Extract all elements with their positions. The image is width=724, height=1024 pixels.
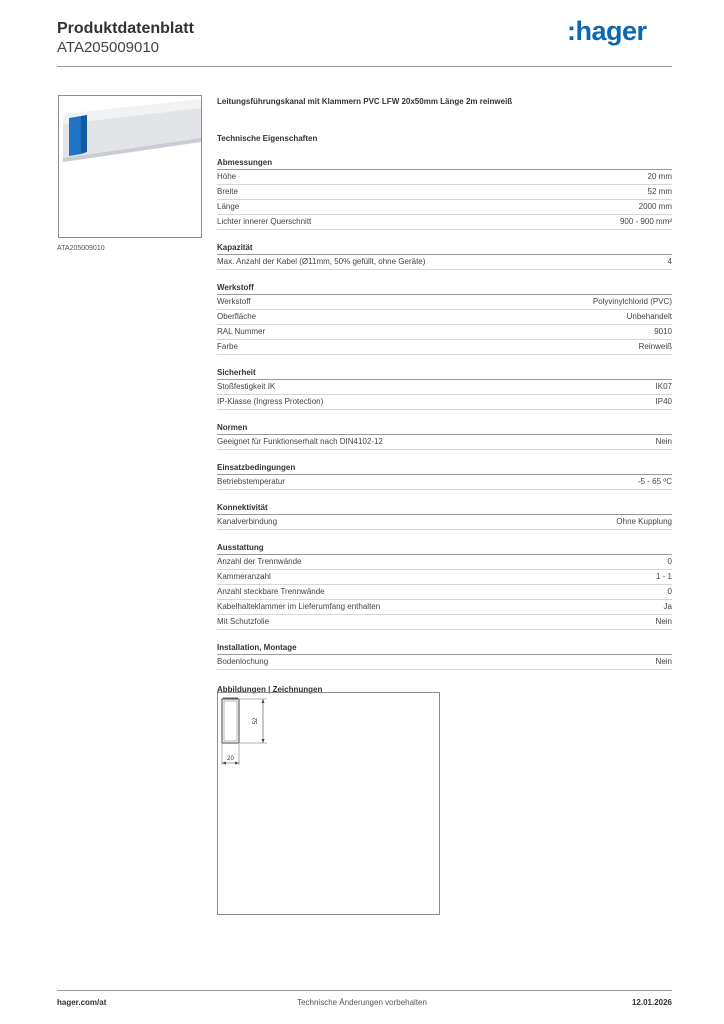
spec-value: 20 mm [647, 172, 672, 181]
spec-label: Breite [217, 187, 238, 196]
footer-divider [57, 990, 672, 991]
spec-value: 0 [667, 557, 672, 566]
spec-row [217, 380, 672, 395]
spec-row [217, 170, 672, 185]
spec-section [217, 642, 672, 670]
spec-label: Farbe [217, 342, 238, 351]
spec-label: Höhe [217, 172, 237, 181]
spec-row [217, 615, 672, 630]
footer-date: 12.01.2026 [631, 998, 672, 1007]
spec-section [217, 282, 672, 355]
spec-section [217, 502, 672, 530]
image-caption: ATA205009010 [57, 245, 105, 252]
spec-row [217, 585, 672, 600]
spec-value: 0 [667, 587, 672, 596]
spec-row [217, 295, 672, 310]
header-divider [57, 66, 672, 67]
spec-value: 4 [667, 257, 672, 266]
spec-sections [217, 157, 672, 670]
spec-value: Nein [655, 437, 672, 446]
drawing-box [217, 692, 440, 915]
spec-row [217, 185, 672, 200]
cross-section-drawing [218, 693, 439, 914]
width-dimension-label: 20 [227, 756, 234, 762]
spec-value: 2000 mm [638, 202, 672, 211]
spec-row [217, 215, 672, 230]
spec-section [217, 157, 672, 230]
spec-label: Werkstoff [217, 297, 251, 306]
footer-disclaimer: Technische Änderungen vorbehalten [297, 998, 427, 1007]
section-heading: Konnektivität [217, 502, 672, 515]
spec-value: Ohne Kupplung [616, 517, 672, 526]
spec-label: Kammeranzahl [217, 572, 271, 581]
footer-website-link[interactable]: hager.com/at [57, 998, 107, 1007]
spec-label: Oberfläche [217, 312, 257, 321]
spec-section [217, 367, 672, 410]
spec-label: Kanalverbindung [217, 517, 278, 526]
spec-row [217, 395, 672, 410]
document-title: Produktdatenblatt [57, 20, 194, 37]
spec-value: 900 - 900 mm² [619, 217, 672, 226]
spec-row [217, 255, 672, 270]
spec-label: Anzahl steckbare Trennwände [217, 587, 325, 596]
spec-row [217, 570, 672, 585]
spec-value: IP40 [655, 397, 672, 406]
spec-value: 1 - 1 [655, 572, 672, 581]
hager-logo[interactable]: :hager [567, 16, 647, 46]
section-heading: Einsatzbedingungen [217, 462, 672, 475]
spec-row [217, 655, 672, 670]
spec-row [217, 340, 672, 355]
section-heading: Kapazität [217, 242, 672, 255]
spec-label: Stoßfestigkeit IK [217, 382, 276, 391]
spec-label: Länge [217, 202, 240, 211]
height-dimension-label: 52 [253, 717, 259, 725]
spec-label: IP-Klasse (Ingress Protection) [217, 397, 324, 406]
spec-label: Geeignet für Funktionserhalt nach DIN4102-12 [217, 437, 383, 446]
spec-section [217, 542, 672, 630]
spec-row [217, 435, 672, 450]
spec-row [217, 310, 672, 325]
spec-value: Polyvinylchlorid (PVC) [592, 297, 672, 306]
product-title: Leitungsführungskanal mit Klammern PVC LFW 20x50mm Länge 2m reinweiß [217, 97, 513, 106]
tech-properties-title: Technische Eigenschaften [217, 134, 318, 143]
section-heading: Ausstattung [217, 542, 672, 555]
spec-label: RAL Nummer [217, 327, 266, 336]
spec-row [217, 555, 672, 570]
spec-label: Max. Anzahl der Kabel (Ø11mm, 50% gefüllt, ohne Geräte) [217, 257, 426, 266]
spec-label: Mit Schutzfolie [217, 617, 270, 626]
spec-value: Ja [663, 602, 672, 611]
drawings-title: Abbildungen | Zeichnungen [217, 685, 323, 694]
spec-row [217, 325, 672, 340]
section-heading: Werkstoff [217, 282, 672, 295]
spec-label: Lichter innerer Querschnitt [217, 217, 312, 226]
spec-value: 52 mm [647, 187, 672, 196]
spec-value: Nein [655, 617, 672, 626]
spec-section [217, 462, 672, 490]
spec-value: Nein [655, 657, 672, 666]
spec-value: Unbehandelt [626, 312, 672, 321]
spec-value: Reinweiß [638, 342, 672, 351]
spec-row [217, 200, 672, 215]
spec-label: Bodenlochung [217, 657, 269, 666]
spec-section [217, 422, 672, 450]
spec-row [217, 515, 672, 530]
spec-row [217, 600, 672, 615]
document-sku: ATA205009010 [57, 39, 160, 56]
spec-label: Kabelhalteklammer im Lieferumfang enthalten [217, 602, 381, 611]
spec-section [217, 242, 672, 270]
cable-duct-image [59, 96, 201, 237]
main-content [217, 96, 672, 696]
spec-value: IK07 [655, 382, 672, 391]
spec-label: Anzahl der Trennwände [217, 557, 302, 566]
product-image [58, 95, 202, 238]
section-heading: Sicherheit [217, 367, 672, 380]
section-heading: Abmessungen [217, 157, 672, 170]
spec-value: -5 - 65 ºC [637, 477, 672, 486]
spec-row [217, 475, 672, 490]
section-heading: Installation, Montage [217, 642, 672, 655]
spec-value: 9010 [654, 327, 672, 336]
section-heading: Normen [217, 422, 672, 435]
spec-label: Betriebstemperatur [217, 477, 286, 486]
